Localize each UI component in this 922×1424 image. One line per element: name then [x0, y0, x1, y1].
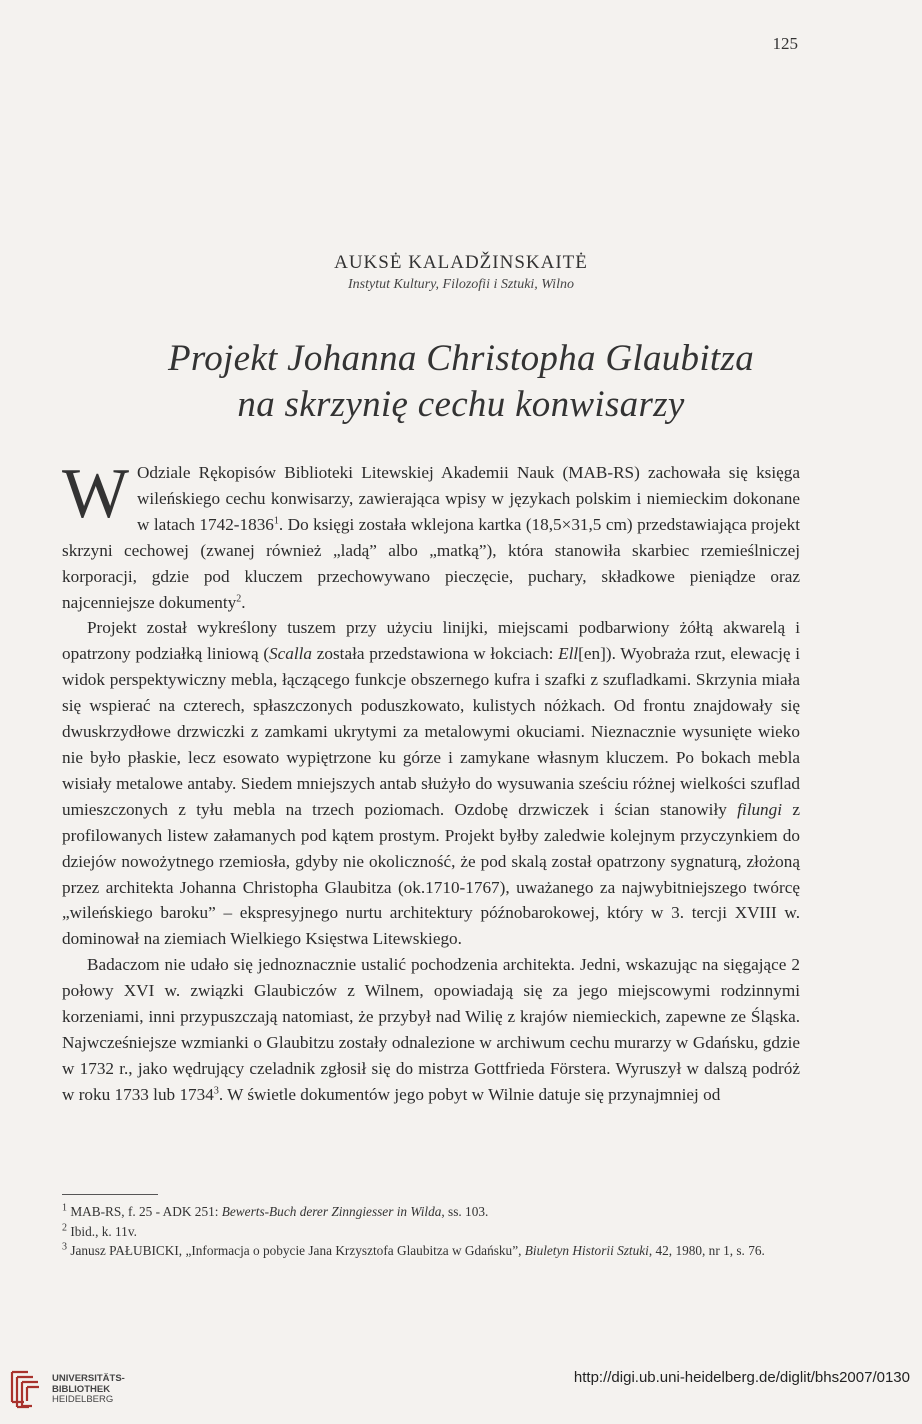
footnote-text: MAB-RS, f. 25 - ADK 251:: [67, 1204, 222, 1219]
italic-term-ell: Ell: [558, 644, 579, 664]
article-title: [0, 336, 922, 428]
footnote-number: 1: [62, 1202, 67, 1214]
paragraph-2-text-b: została przedstawiona w łokciach:: [312, 644, 559, 664]
author-block: [0, 252, 922, 293]
footnote-2: [62, 1222, 802, 1242]
footnote-ref-1: 1: [273, 515, 279, 527]
footnote-number: 2: [62, 1222, 67, 1234]
footnote-3: [62, 1241, 802, 1261]
article-body: [62, 455, 800, 1108]
footnote-1: [62, 1202, 802, 1222]
logo-line-2: BIBLIOTHEK: [52, 1383, 111, 1395]
paragraph-1-text-c: .: [241, 592, 246, 612]
paragraph-1: [62, 455, 800, 615]
footnote-ref-3: 3: [213, 1085, 219, 1097]
footnotes: [62, 1202, 802, 1261]
library-logo-text: [52, 1374, 125, 1406]
paragraph-1-text-b: . Do księgi została wklejona kartka (18,5×31,5 cm) przedstawiająca projekt skrzyni cechowej (zwanej również „ladą” albo „matką”), która stanowiła skarbiec rzemieślniczej korporacji, gdzie pod kluczem przechowywano pieczęcie, puchary, składkowe pieniądze oraz najcenniejsze dokumenty: [62, 514, 800, 612]
title-line-1: Projekt Johanna Christopha Glaubitza: [168, 338, 754, 379]
footnote-text: Ibid., k. 11v.: [67, 1223, 137, 1239]
paragraph-2-text-d: z profilowanych listew załamanych pod kątem prostym. Projekt byłby zaledwie kolejnym przyczynkiem do dziejów nowożytnego rzemiosła, gdyby nie okoliczność, że pod skalą został opatrzony sygnaturą, złożoną przez architekta Johanna Christopha Glaubitza (ok.1710-1767), uważanego za najwybitniejszego twórcę „wileńskiego baroku” – ekspresyjnego nurtu architektury późnobarokowej, który w 3. tercji XVIII w. dominował na ziemiach Wielkiego Księstwa Litewskiego.: [62, 799, 800, 949]
paragraph-3-text-b: . W świetle dokumentów jego pobyt w Wilnie datuje się przynajmniej od: [218, 1084, 721, 1104]
paragraph-2-text-a: Projekt został wykreślony tuszem przy użyciu linijki, miejscami podbarwiony żółtą akwarelą i opatrzony podziałką liniową (: [62, 618, 800, 664]
footnote-text: , ss. 103.: [441, 1204, 489, 1219]
source-url-link[interactable]: http://digi.ub.uni-heidelberg.de/diglit/bhs2007/0130: [573, 1369, 910, 1386]
author-affiliation: Instytut Kultury, Filozofii i Sztuki, Wilno: [348, 277, 574, 292]
logo-line-1: UNIVERSITÄTS-: [52, 1373, 125, 1384]
paragraph-2: [62, 615, 800, 952]
footnote-divider: [62, 1194, 158, 1195]
footnote-italic-title: Bewerts-Buch derer Zinngiesser in Wilda: [221, 1204, 442, 1219]
paragraph-2-text-c: [en]). Wyobraża rzut, elewację i widok perspektywiczny mebla, łączącego funkcje obszernego kufra i szafki z szufladkami. Skrzynia miała się wspierać na czterech, spłaszczonych poduszkowato, kulistych nóżkach. Od frontu znajdowały się dwuskrzydłowe drzwiczki z zamkami ukrytymi za metalowymi okuciami. Nieznacznie wysunięte wieko nie było płaskie, lecz esowato wypiętrzone ku górze i zamykane własnym kluczem. Po bokach mebla wisiały metalowe antaby. Siedem mniejszych antab służyło do wysuwania sześciu różnej wielkości szuflad umieszczonych z tyłu mebla na trzech poziomach. Ozdobę drzwiczek i ścian stanowiły: [62, 644, 800, 819]
footnote-ref-2: 2: [236, 592, 242, 604]
drop-cap: W: [62, 455, 130, 533]
footnote-number: 3: [62, 1241, 67, 1253]
author-name: AUKSĖ KALADŽINSKAITĖ: [334, 252, 588, 273]
italic-term-scalla: Scalla: [269, 644, 313, 664]
logo-line-3: HEIDELBERG: [52, 1394, 114, 1405]
page-number: 125: [772, 34, 798, 53]
footnote-italic-title: Biuletyn Historii Sztuki: [524, 1243, 649, 1258]
library-logo[interactable]: [8, 1366, 168, 1414]
library-logo-icon: [8, 1366, 46, 1412]
footnote-text: , 42, 1980, nr 1, s. 76.: [648, 1243, 765, 1258]
footnote-text: Janusz PAŁUBICKI, „Informacja o pobycie Jana Krzysztofa Glaubitza w Gdańsku”,: [67, 1243, 525, 1258]
paragraph-3-text-a: Badaczom nie udało się jednoznacznie ustalić pochodzenia architekta. Jedni, wskazując na sięgające 2 połowy XVI w. związki Glaubiczów z Wilnem, opowiadają się za jego miejscowymi rodzinnymi korzeniami, inni przypuszczają natomiast, że przybył nad Wilię z krajów niemieckich, zapewne ze Śląska. Najwcześniejsze wzmianki o Glaubitzu zostały odnalezione w archiwum cechu murarzy w Gdańsku, gdzie w 1732 r., jako wędrujący czeladnik zgłosił się do mistrza Gottfrieda Förstera. Wyruszył w dalszą podróż w roku 1733 lub 1734: [62, 955, 800, 1104]
title-line-2: na skrzynię cechu konwisarzy: [237, 384, 685, 425]
paragraph-3: [62, 952, 800, 1107]
paragraph-1-text-a: Odziale Rękopisów Biblioteki Litewskiej Akademii Nauk (MAB-RS) zachowała się księga wileńskiego cechu konwisarzy, zawierająca wpisy w językach polskim i niemieckim dokonane w latach 1742-1836: [137, 463, 800, 534]
italic-term-filungi: filungi: [737, 799, 783, 819]
